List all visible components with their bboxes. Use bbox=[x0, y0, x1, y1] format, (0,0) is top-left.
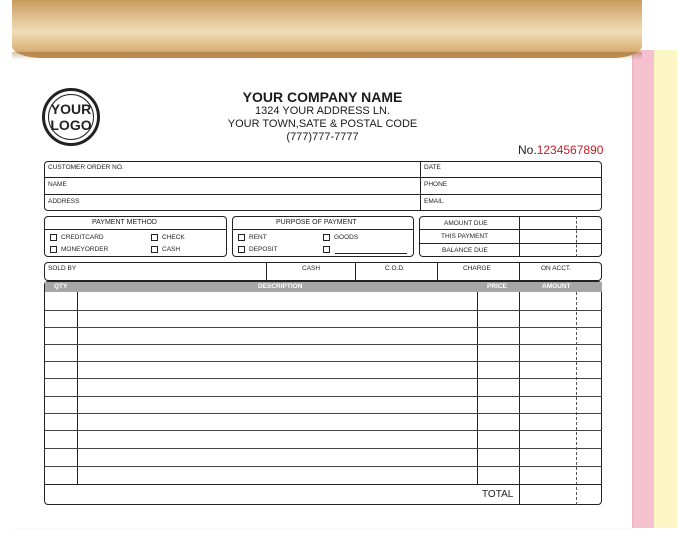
company-name: YOUR COMPANY NAME bbox=[242, 89, 403, 105]
logo-text-line1: YOUR bbox=[50, 101, 92, 117]
logo-inner-ring bbox=[48, 94, 94, 140]
rent-checkbox[interactable] bbox=[238, 234, 245, 241]
moneyorder-checkbox[interactable] bbox=[50, 246, 57, 253]
qty-header: QTY bbox=[54, 283, 68, 290]
company-header bbox=[200, 89, 445, 144]
sale-divider-2 bbox=[355, 262, 356, 281]
purpose-title: PURPOSE OF PAYMENT bbox=[276, 219, 357, 226]
check-label: CHECK bbox=[162, 234, 185, 241]
payment-method-divider bbox=[44, 229, 227, 230]
company-city: YOUR TOWN,SATE & POSTAL CODE bbox=[227, 118, 418, 130]
table-row[interactable] bbox=[45, 413, 602, 414]
binding-shadow bbox=[12, 52, 642, 60]
table-row[interactable] bbox=[45, 310, 602, 311]
form-number-prefix: No. bbox=[518, 143, 537, 157]
deposit-checkbox[interactable] bbox=[238, 246, 245, 253]
amounts-vertical-divider bbox=[519, 216, 520, 257]
sale-on-acct-field[interactable]: ON ACCT. bbox=[541, 265, 571, 272]
customer-divider-2 bbox=[44, 194, 602, 195]
description-header: DESCRIPTION bbox=[258, 283, 303, 290]
sale-divider-3 bbox=[437, 262, 438, 281]
email-field[interactable]: EMAIL bbox=[424, 198, 444, 205]
sale-charge-field[interactable]: CHARGE bbox=[463, 265, 491, 272]
company-phone: (777)777-7777 bbox=[286, 131, 359, 143]
amounts-divider-2 bbox=[419, 243, 602, 244]
check-checkbox[interactable] bbox=[151, 234, 158, 241]
rent-label: RENT bbox=[249, 234, 267, 241]
amount-due-label: AMOUNT DUE bbox=[444, 220, 488, 227]
table-row[interactable] bbox=[45, 327, 602, 328]
name-field[interactable]: NAME bbox=[48, 181, 67, 188]
total-row-divider bbox=[45, 484, 602, 485]
customer-vertical-divider bbox=[420, 161, 421, 211]
table-row[interactable] bbox=[45, 378, 602, 379]
date-field[interactable]: DATE bbox=[424, 164, 441, 171]
company-address: 1324 YOUR ADDRESS LN. bbox=[255, 105, 390, 117]
customer-divider-1 bbox=[44, 177, 602, 178]
table-row[interactable] bbox=[45, 396, 602, 397]
customer-info-box bbox=[44, 161, 602, 211]
goods-checkbox[interactable] bbox=[323, 234, 330, 241]
creditcard-label: CREDITCARD bbox=[61, 234, 104, 241]
goods-label: GOODS bbox=[334, 234, 359, 241]
logo-text-line2: LOGO bbox=[50, 117, 92, 133]
this-payment-label: THIS PAYMENT bbox=[441, 233, 489, 240]
other-checkbox[interactable] bbox=[323, 246, 330, 253]
price-header: PRICE bbox=[487, 283, 507, 290]
sale-divider-1 bbox=[266, 262, 267, 281]
table-row[interactable] bbox=[45, 344, 602, 345]
cash-checkbox[interactable] bbox=[151, 246, 158, 253]
cash-label: CASH bbox=[162, 246, 181, 253]
binding-roll bbox=[12, 0, 642, 58]
moneyorder-label: MONEYORDER bbox=[61, 246, 109, 253]
amount-header: AMOUNT bbox=[542, 283, 571, 290]
items-table-header bbox=[45, 282, 602, 292]
sale-divider-4 bbox=[519, 262, 520, 281]
table-row[interactable] bbox=[45, 466, 602, 467]
description-column-divider bbox=[477, 292, 478, 484]
phone-field[interactable]: PHONE bbox=[424, 181, 448, 188]
amount-cents-divider bbox=[576, 292, 577, 505]
payment-method-title: PAYMENT METHOD bbox=[92, 219, 157, 226]
price-column-divider bbox=[519, 292, 520, 505]
table-row[interactable] bbox=[45, 448, 602, 449]
sold-by-field[interactable]: SOLD BY bbox=[48, 265, 77, 272]
deposit-label: DEPOSIT bbox=[249, 246, 278, 253]
table-row[interactable] bbox=[45, 430, 602, 431]
form-number-value: 1234567890 bbox=[536, 143, 604, 157]
sale-cash-field[interactable]: CASH bbox=[302, 265, 321, 272]
form-number bbox=[518, 143, 603, 157]
balance-due-label: BALANCE DUE bbox=[442, 247, 488, 254]
pink-copy-sheet bbox=[630, 50, 654, 528]
amounts-cents-divider bbox=[576, 216, 577, 257]
table-row[interactable] bbox=[45, 361, 602, 362]
other-write-in-line[interactable] bbox=[335, 253, 407, 254]
customer-order-no-field[interactable]: CUSTOMER ORDER NO. bbox=[48, 164, 124, 171]
qty-column-divider bbox=[77, 292, 78, 484]
amounts-divider-1 bbox=[419, 229, 602, 230]
total-label: TOTAL bbox=[482, 489, 514, 500]
address-field[interactable]: ADDRESS bbox=[48, 198, 80, 205]
company-logo bbox=[42, 88, 100, 146]
sale-cod-field[interactable]: C.O.D. bbox=[385, 265, 405, 272]
creditcard-checkbox[interactable] bbox=[50, 234, 57, 241]
purpose-divider bbox=[232, 229, 414, 230]
yellow-copy-sheet bbox=[652, 50, 677, 528]
